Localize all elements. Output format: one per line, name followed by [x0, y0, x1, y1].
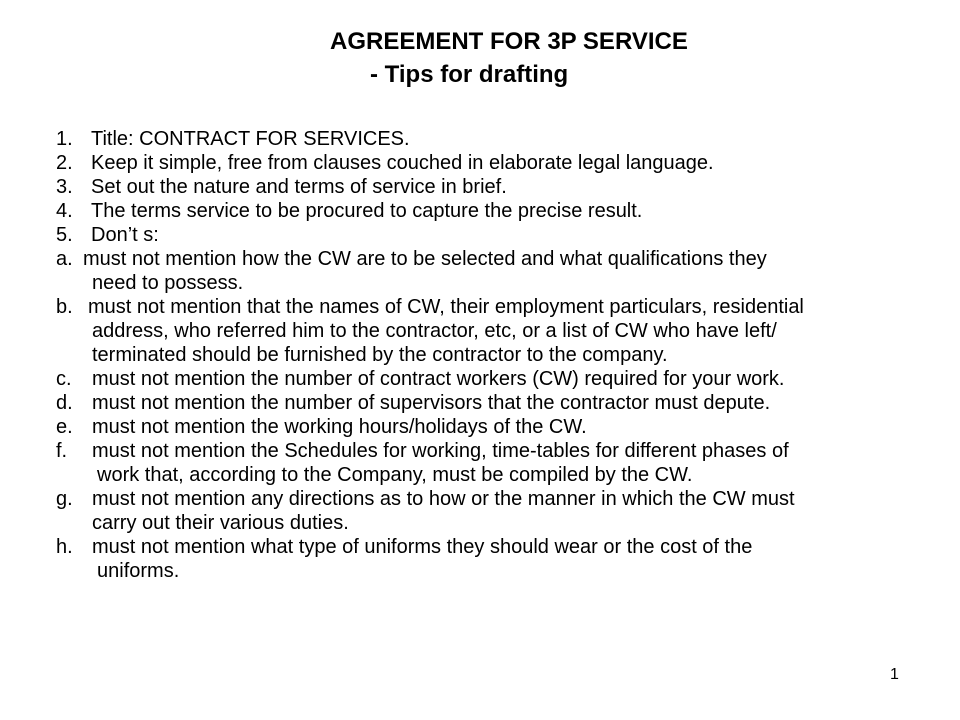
list-item [56, 199, 956, 223]
list-marker: 5. [56, 224, 73, 246]
list-marker: b. [56, 296, 73, 318]
lettered-item-continuation [56, 559, 956, 583]
lettered-item [56, 415, 956, 439]
list-item-text: must not mention the working hours/holidays of the CW. [92, 416, 587, 438]
lettered-item [56, 487, 956, 511]
slide-subtitle: - Tips for drafting [370, 61, 569, 88]
list-marker: g. [56, 488, 73, 510]
list-item-text: must not mention that the names of CW, their employment particulars, residential [88, 296, 804, 318]
lettered-item [56, 367, 956, 391]
list-marker: e. [56, 416, 73, 438]
list-item-text: Title: CONTRACT FOR SERVICES. [91, 128, 410, 150]
lettered-item-continuation [56, 511, 956, 535]
lettered-item-continuation [56, 271, 956, 295]
list-item [56, 127, 956, 151]
list-item-text: must not mention what type of uniforms they should wear or the cost of the [92, 536, 753, 558]
list-item-text: carry out their various duties. [92, 512, 349, 534]
list-item-text: address, who referred him to the contractor, etc, or a list of CW who have left/ [92, 320, 777, 342]
lettered-item [56, 295, 956, 319]
list-marker: 3. [56, 176, 73, 198]
content-list [56, 127, 956, 583]
list-marker: a. [56, 248, 73, 270]
list-marker: 2. [56, 152, 73, 174]
list-item-text: terminated should be furnished by the contractor to the company. [92, 344, 668, 366]
list-item-text: must not mention any directions as to how or the manner in which the CW must [92, 488, 795, 510]
lettered-item-continuation [56, 343, 956, 367]
list-marker: 1. [56, 128, 73, 150]
list-item-text: must not mention how the CW are to be selected and what qualifications they [83, 248, 767, 270]
list-item [56, 223, 956, 247]
list-item [56, 175, 956, 199]
list-item-text: uniforms. [97, 560, 180, 582]
list-item-text: must not mention the Schedules for working, time-tables for different phases of [92, 440, 789, 462]
list-marker: 4. [56, 200, 73, 222]
list-item-text: Don’t s: [91, 224, 159, 246]
list-marker: f. [56, 440, 68, 462]
list-item-text: must not mention the number of contract workers (CW) required for your work. [92, 368, 785, 390]
list-marker: h. [56, 536, 73, 558]
page-number: 1 [890, 666, 899, 683]
list-item [56, 151, 956, 175]
lettered-item [56, 391, 956, 415]
lettered-item-continuation [56, 319, 956, 343]
list-item-text: work that, according to the Company, must be compiled by the CW. [97, 464, 693, 486]
list-marker: d. [56, 392, 73, 414]
slide-title: AGREEMENT FOR 3P SERVICE [330, 28, 688, 55]
list-marker: c. [56, 368, 72, 390]
lettered-item [56, 439, 956, 463]
list-item-text: need to possess. [92, 272, 244, 294]
list-item-text: The terms service to be procured to capture the precise result. [91, 200, 643, 222]
list-item-text: must not mention the number of supervisors that the contractor must depute. [92, 392, 771, 414]
list-item-text: Keep it simple, free from clauses couched in elaborate legal language. [91, 152, 714, 174]
lettered-item [56, 247, 956, 271]
lettered-item-continuation [56, 463, 956, 487]
lettered-item [56, 535, 956, 559]
list-item-text: Set out the nature and terms of service in brief. [91, 176, 507, 198]
